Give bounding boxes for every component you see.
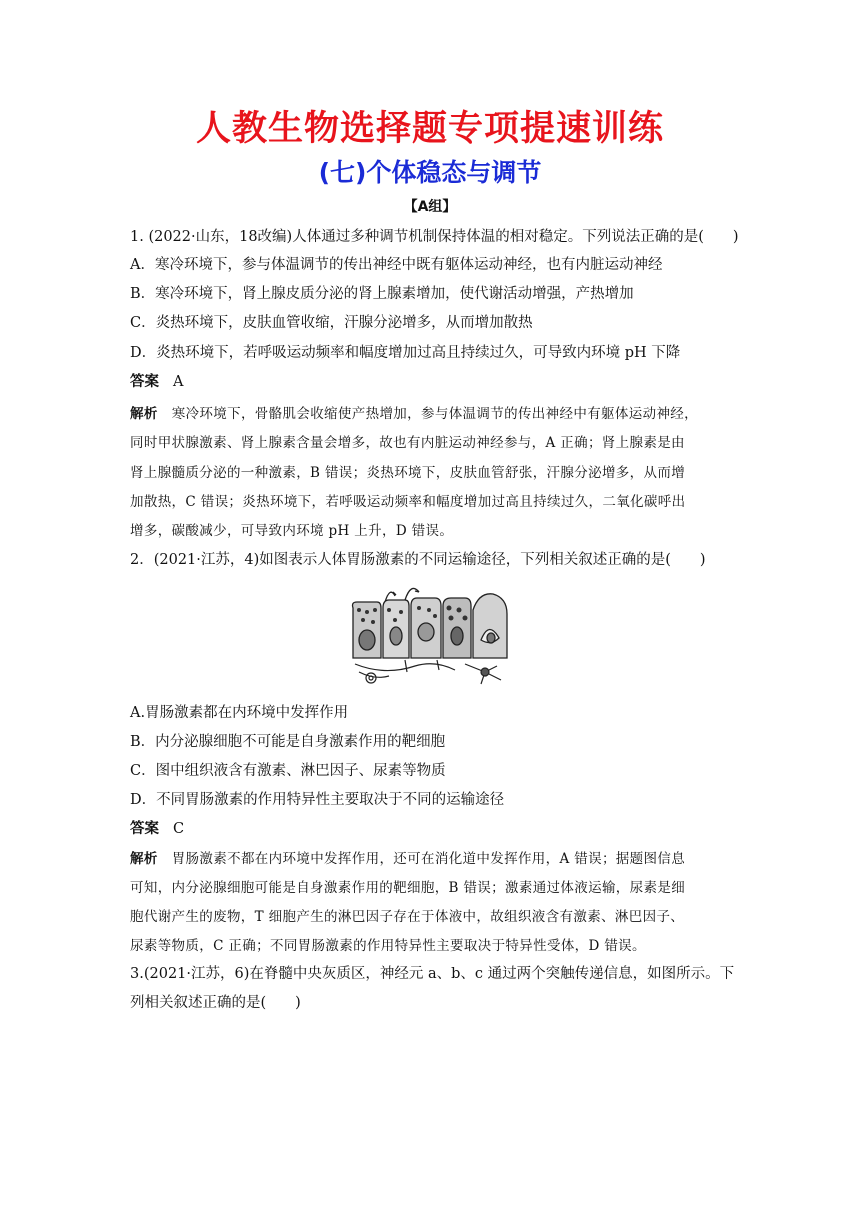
q1-stem: 1. (2022·山东，18改编)人体通过多种调节机制保持体温的相对稳定。下列说法正确的是( )	[130, 229, 739, 245]
q1-explain-line-3: 肾上腺髓质分泌的一种激素，B 错误；炎热环境下，皮肤血管舒张，汗腺分泌增多，从而增	[130, 465, 686, 481]
q2-explain-line-3: 胞代谢产生的废物，T 细胞产生的淋巴因子存在于体液中，故组织液含有激素、淋巴因子、	[130, 909, 685, 925]
q1-explain-line-2: 同时甲状腺激素、肾上腺素含量会增多，故也有内脏运动神经参与，A 正确；肾上腺素是由	[130, 435, 685, 451]
q1-option-d: D．炎热环境下，若呼吸运动频率和幅度增加过高且持续过久，可导致内环境 pH 下降	[130, 345, 681, 361]
q1-option-a: A．寒冷环境下，参与体温调节的传出神经中既有躯体运动神经，也有内脏运动神经	[130, 257, 663, 273]
q2-option-d: D．不同胃肠激素的作用特异性主要取决于不同的运输途径	[130, 792, 505, 808]
page-subtitle: (七)个体稳态与调节	[318, 158, 542, 187]
q1-option-b: B．寒冷环境下，肾上腺皮质分泌的肾上腺素增加，使代谢活动增强，产热增加	[130, 286, 634, 302]
page-title: 人教生物选择题专项提速训练	[195, 109, 664, 149]
q2-explain-line-4: 尿素等物质，C 正确；不同胃肠激素的作用特异性主要取决于特异性受体，D 错误。	[130, 938, 646, 954]
q1-explain-line-1: 解析 寒冷环境下，骨骼肌会收缩使产热增加，参与体温调节的传出神经中有躯体运动神经，	[130, 406, 699, 422]
q2-answer-value: C	[173, 821, 185, 837]
group-heading: 【A组】	[403, 199, 457, 215]
q2-explain-line-2: 可知，内分泌腺细胞可能是自身激素作用的靶细胞，B 错误；激素通过体液运输，尿素是细	[130, 880, 686, 896]
q2-option-b: B．内分泌腺细胞不可能是自身激素作用的靶细胞	[130, 734, 446, 750]
q3-stem-line-2: 列相关叙述正确的是( )	[130, 995, 301, 1011]
q1-explain-line-5: 增多，碳酸减少，可导致内环境 pH 上升，D 错误。	[130, 523, 454, 539]
q2-explain-label: 解析	[130, 851, 158, 867]
q1-option-c: C．炎热环境下，皮肤血管收缩，汗腺分泌增多，从而增加散热	[130, 315, 533, 331]
q1-explain-line-4: 加散热，C 错误；炎热环境下，若呼吸运动频率和幅度增加过高且持续过久，二氧化碳呼出	[130, 494, 686, 510]
q1-answer-label: 答案	[130, 374, 159, 390]
q2-stem: 2．(2021·江苏，4)如图表示人体胃肠激素的不同运输途径，下列相关叙述正确的是( )	[130, 552, 706, 568]
q2-option-a: A.胃肠激素都在内环境中发挥作用	[130, 705, 349, 721]
q1-explain-label: 解析	[130, 406, 158, 422]
q3-stem-line-1: 3.(2021·江苏，6)在脊髓中央灰质区，神经元 a、b、c 通过两个突触传递信息，如图所示。下	[130, 966, 735, 982]
q1-answer	[130, 371, 740, 393]
gut-hormone-diagram	[345, 580, 520, 688]
q2-option-c: C．图中组织液含有激素、淋巴因子、尿素等物质	[130, 763, 446, 779]
q2-answer-label: 答案	[130, 821, 159, 837]
q1-answer-value: A	[173, 374, 184, 390]
q2-answer	[130, 818, 740, 840]
q2-explain-line-1: 解析 胃肠激素不都在内环境中发挥作用，还可在消化道中发挥作用，A 错误；据题图信息	[130, 851, 686, 867]
